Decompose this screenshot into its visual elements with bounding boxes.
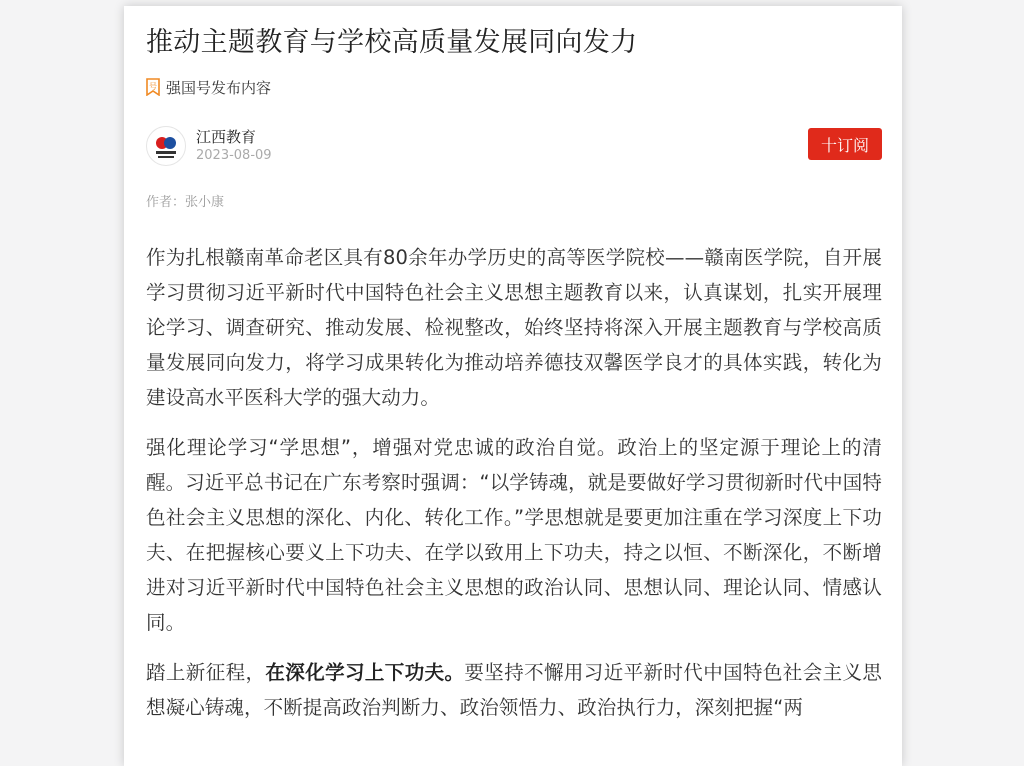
paragraph <box>146 655 882 725</box>
author-meta <box>196 127 272 165</box>
bookmark-badge-icon <box>146 78 160 96</box>
author-row <box>146 124 882 168</box>
jiangxi-education-logo-icon <box>151 131 181 161</box>
paragraph: 作为扎根赣南革命老区具有80余年办学历史的高等医学院校——赣南医学院，自开展学习贯彻习近平新时代中国特色社会主义思想主题教育以来，认真谋划，扎实开展理论学习、调查研究、推动发展、检视整改，始终坚持将深入开展主题教育与学校高质量发展同向发力，将学习成果转化为推动培养德技双馨医学良才的具体实践，转化为建设高水平医科大学的强大动力。 <box>146 246 882 409</box>
article-body <box>146 240 882 725</box>
article-title: 推动主题教育与学校高质量发展同向发力 <box>146 27 638 58</box>
paragraph-lead: 踏上新征程， <box>146 661 266 684</box>
publish-tag <box>146 76 882 98</box>
article-byline: 作者：张小康 <box>146 195 225 210</box>
publish-tag-label: 强国号发布内容 <box>166 78 272 97</box>
article-card <box>124 6 902 766</box>
subscribe-button[interactable]: 十订阅 <box>808 128 882 160</box>
svg-text:号: 号 <box>149 82 157 91</box>
author-name[interactable]: 江西教育 <box>196 128 257 146</box>
paragraph: 强化理论学习“学思想”，增强对党忠诚的政治自觉。政治上的坚定源于理论上的清醒。习近平总书记在广东考察时强调：“以学铸魂，就是要做好学习贯彻新时代中国特色社会主义思想的深化、内化、转化工作。”学思想就是要更加注重在学习深度上下功夫、在把握核心要义上下功夫、在学以致用上下功夫，持之以恒、不断深化，不断增进对习近平新时代中国特色社会主义思想的政治认同、思想认同、理论认同、情感认同。 <box>146 436 882 634</box>
paragraph-bold: 在深化学习上下功夫。 <box>265 661 465 684</box>
publish-date: 2023-08-09 <box>196 148 272 163</box>
avatar[interactable] <box>146 126 186 166</box>
paragraph-rest: 要坚持不懈用习近平新时代中国特色社会主义思想凝心铸魂，不断提高政治判断力、政治领悟力、政治执行力，深刻把握“两 <box>146 661 882 719</box>
